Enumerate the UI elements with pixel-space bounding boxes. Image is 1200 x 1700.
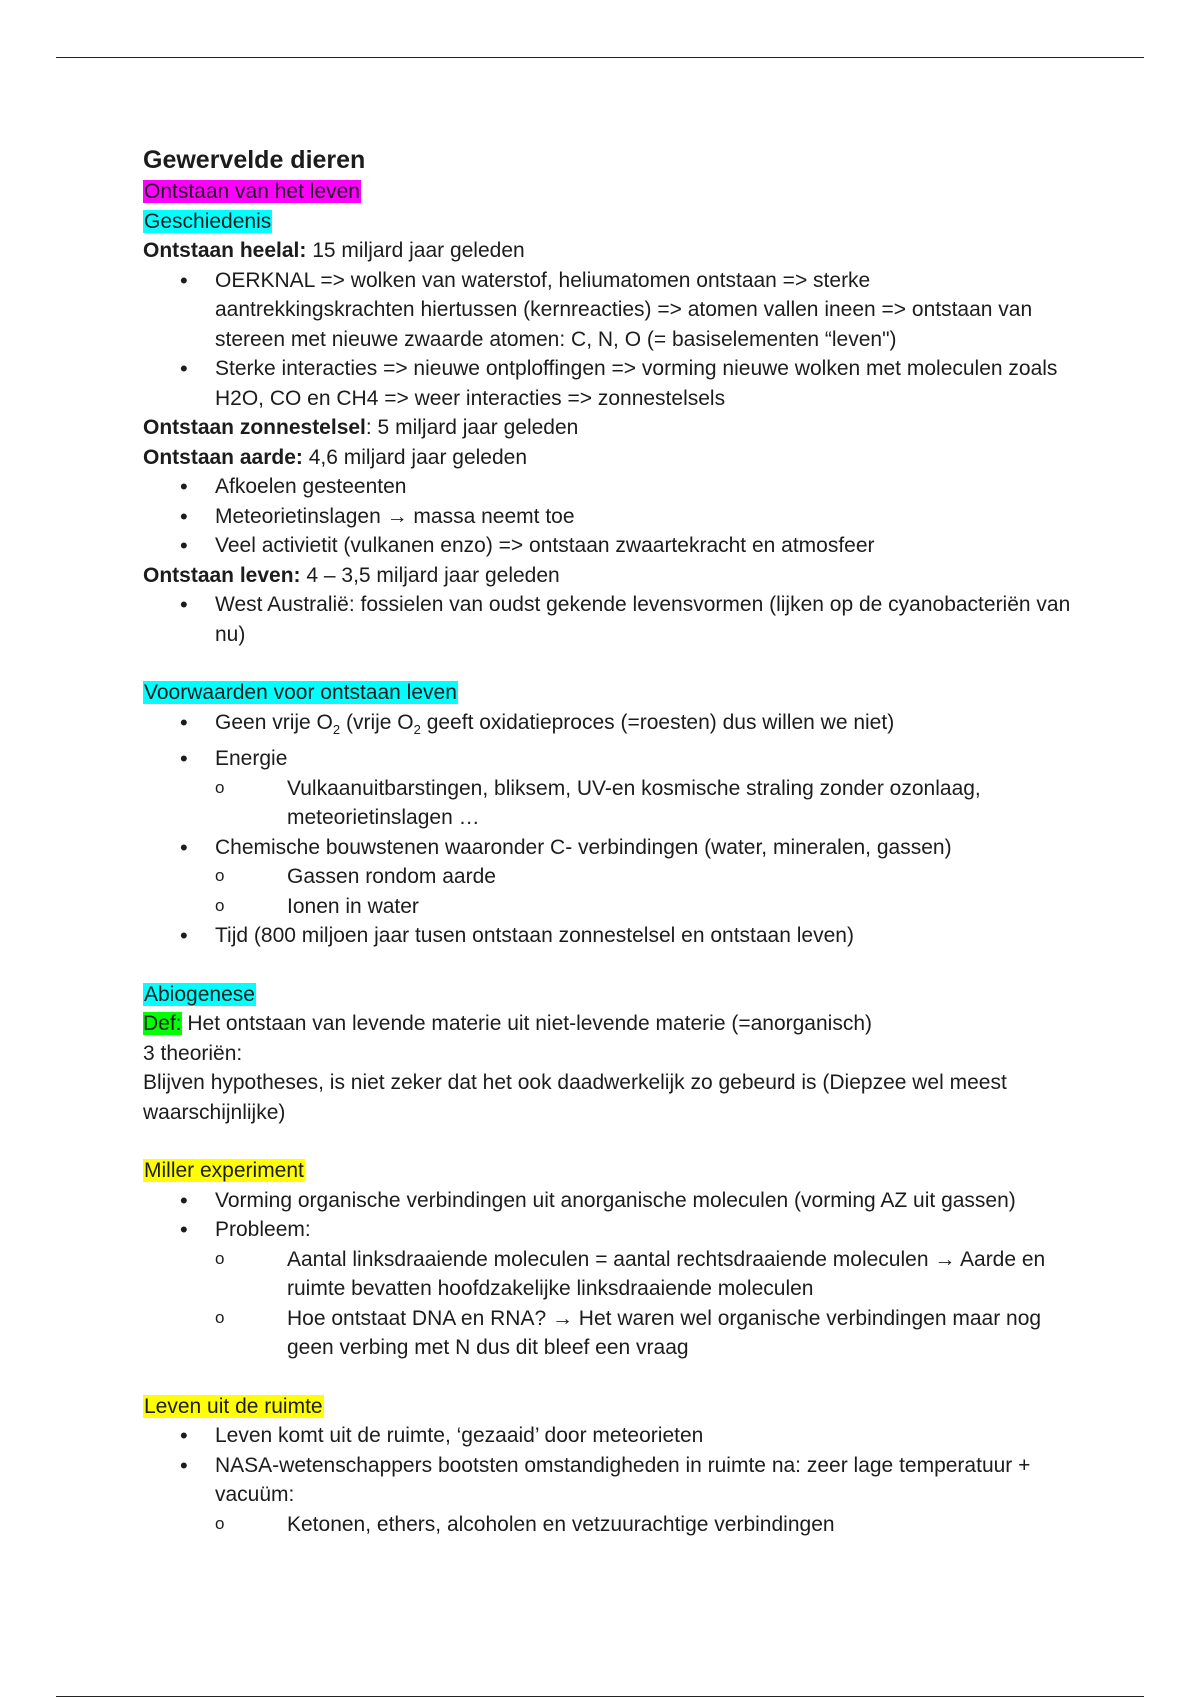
sub-list-item: o Gassen rondom aarde [215,862,1073,892]
subscript-two: 2 [332,721,341,737]
heelal-list [143,266,1073,414]
probleem-sublist [215,1245,1073,1363]
document-body [143,143,1073,1539]
list-item [143,708,1073,745]
list-item: • Sterke interacties => nieuwe ontploffingen => vorming nieuwe wolken met moleculen zoals H2O, CO en CH4 => weer interacties => zonnestelsels [143,354,1073,413]
bouwstenen-sublist [215,862,1073,921]
aarde-list [143,472,1073,561]
o2-text-mid: (vrije O [340,710,414,734]
list-item [143,744,1073,833]
section-heading-ontstaan [143,177,1073,207]
section-heading-abiogenese [143,980,1073,1010]
heading-highlight: Leven uit de ruimte [144,1394,323,1418]
theories-line: 3 theoriën: [143,1041,243,1065]
sub-list-item: o Aantal linksdraaiende moleculen = aantal rechtsdraaiende moleculen → Aarde en ruimte bevatten hoofdzakelijke linksdraaiende moleculen [215,1245,1073,1304]
energie-text: Energie [215,747,288,771]
o2-text-pre: Geen vrije O [215,710,333,734]
leven-list [143,590,1073,649]
spacer [143,649,1073,678]
footer-rule [56,1696,1144,1697]
def-label: Def: [143,1012,182,1036]
probleem-text: Probleem: [215,1218,311,1242]
page-title: Gewervelde dieren [143,146,366,174]
zonnestelsel-line [143,413,1073,443]
nasa-text: NASA-wetenschappers bootsten omstandigheden in ruimte na: zeer lage temperatuur + vacuüm: [215,1453,1031,1507]
sub-list-item: o Ketonen, ethers, alcoholen en vetzuurachtige verbindingen [215,1510,1073,1540]
list-item: • Leven komt uit de ruimte, ‘gezaaid’ door meteorieten [143,1421,1073,1451]
section-heading-ruimte [143,1392,1073,1422]
subscript-two: 2 [413,721,421,737]
heading-highlight: Miller experiment [144,1159,304,1183]
aarde-text: 4,6 miljard jaar geleden [302,445,528,469]
list-item: • Tijd (800 miljoen jaar tusen ontstaan zonnestelsel en ontstaan leven) [143,921,1073,951]
list-item: • Meteorietinslagen → massa neemt toe [143,502,1073,532]
aarde-line [143,443,1073,473]
energie-sublist [215,774,1073,833]
bouwstenen-text: Chemische bouwstenen waaronder C- verbindingen (water, mineralen, gassen) [215,835,952,859]
nasa-sublist [215,1510,1073,1540]
list-item [143,1215,1073,1363]
miller-list [143,1186,1073,1363]
heading-highlight: Abiogenese [144,982,255,1006]
list-item: • Veel activietit (vulkanen enzo) => ontstaan zwaartekracht en atmosfeer [143,531,1073,561]
o2-text-post: geeft oxidatieproces (=roesten) dus willen we niet) [420,710,895,734]
spacer [143,951,1073,980]
leven-line [143,561,1073,591]
heading-highlight: Ontstaan van het leven [144,180,360,203]
zonnestelsel-label: Ontstaan zonnestelsel [143,416,366,439]
list-item: • West Australië: fossielen van oudst gekende levensvormen (lijken op de cyanobacteriën van nu) [143,590,1073,649]
list-item [143,833,1073,922]
definition-line [143,1009,1073,1039]
leven-text: 4 – 3,5 miljard jaar geleden [300,563,560,587]
heelal-label: Ontstaan heelal: [143,239,307,262]
subheading-highlight: Geschiedenis [144,209,272,233]
sub-list-item: o Ionen in water [215,892,1073,922]
sub-list-item: o Vulkaanuitbarstingen, bliksem, UV-en kosmische straling zonder ozonlaag, meteorietinslagen … [215,774,1073,833]
section-heading-voorwaarden [143,678,1073,708]
leven-label: Ontstaan leven: [143,563,301,587]
ruimte-list [143,1421,1073,1539]
heading-highlight: Voorwaarden voor ontstaan leven [144,681,457,704]
sub-list-item: o Hoe ontstaat DNA en RNA? → Het waren wel organische verbindingen maar nog geen verbing met N dus dit bleef een vraag [215,1304,1073,1363]
zonnestelsel-text: : 5 miljard jaar geleden [365,416,579,439]
spacer [143,1127,1073,1156]
section-heading-miller [143,1156,1073,1186]
spacer [143,1363,1073,1392]
heelal-line [143,236,1073,266]
header-rule [56,57,1144,58]
def-text: Het ontstaan van levende materie uit niet-levende materie (=anorganisch) [181,1012,872,1036]
list-item: • Vorming organische verbindingen uit anorganische moleculen (vorming AZ uit gassen) [143,1186,1073,1216]
heelal-text: 15 miljard jaar geleden [306,239,525,262]
hypotheses-note: Blijven hypotheses, is niet zeker dat het ook daadwerkelijk zo gebeurd is (Diepzee wel meest waarschijnlijke) [143,1071,1007,1124]
subheading-geschiedenis [143,207,1073,237]
list-item: • OERKNAL => wolken van waterstof, heliumatomen ontstaan => sterke aantrekkingskrachten hiertussen (kernreacties) => atomen vallen ineen => ontstaan van stereen met nieuwe zwaarde atomen: C, N, O (= basiselementen “leven") [143,266,1073,355]
aarde-label: Ontstaan aarde: [143,445,303,469]
voorwaarden-list [143,708,1073,951]
list-item: • Afkoelen gesteenten [143,472,1073,502]
list-item [143,1451,1073,1540]
